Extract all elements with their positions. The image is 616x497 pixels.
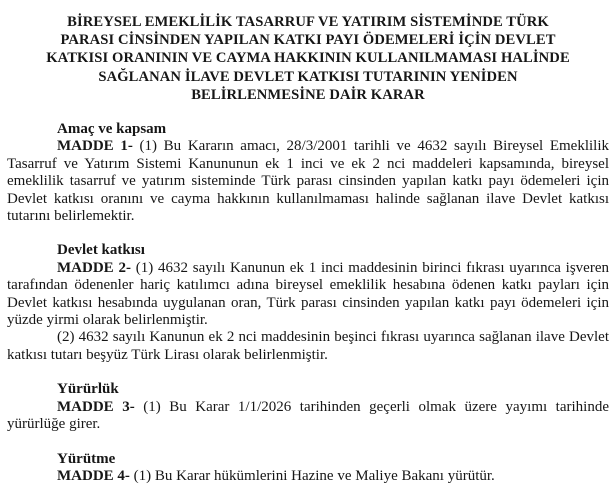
madde-label: MADDE 4- <box>57 467 130 484</box>
title-line: SAĞLANAN İLAVE DEVLET KATKISI TUTARININ YENİDEN <box>98 68 518 85</box>
section-yururluk <box>7 381 609 433</box>
title-line: BİREYSEL EMEKLİLİK TASARRUF VE YATIRIM SİSTEMİNDE TÜRK <box>67 14 549 30</box>
section-heading: Yürütme <box>57 450 116 467</box>
paragraph <box>7 399 609 434</box>
paragraph-text: (2) 4632 sayılı Kanunun ek 2 nci maddesinin beşinci fıkrası uyarınca sağlanan ilave Devlet katkısı tutarı beşyüz Türk Lirası olarak belirlenmiştir. <box>7 329 609 363</box>
title-line: BELİRLENMESİNE DAİR KARAR <box>191 86 425 103</box>
document-title <box>35 13 581 104</box>
section-yurutme <box>7 451 609 486</box>
paragraph-text: (1) Bu Karar hükümlerini Hazine ve Maliye Bakanı yürütür. <box>129 467 495 484</box>
madde-label: MADDE 2- <box>57 259 131 276</box>
paragraph <box>7 329 609 364</box>
paragraph <box>7 468 609 485</box>
section-devlet-katkisi <box>7 242 609 364</box>
section-heading: Yürürlük <box>57 381 119 398</box>
section-heading: Amaç ve kapsam <box>57 121 167 138</box>
madde-label: MADDE 3- <box>57 398 135 415</box>
paragraph <box>7 260 609 330</box>
paragraph-text: (1) 4632 sayılı Kanunun ek 1 inci maddesinin birinci fıkrası uyarınca işveren tarafından ödenenler hariç katılımcı adına bireysel emeklilik hesabına ödenen katkı payları için Devlet katkısı hesabında uygulanan oran, Türk parası cinsinden yapılan katkı payı ödemeleri için yüzde yirmi olarak belirlenmiştir. <box>7 259 609 329</box>
madde-label: MADDE 1- <box>57 138 133 155</box>
section-heading: Devlet katkısı <box>57 242 145 259</box>
section-amac-ve-kapsam <box>7 121 609 225</box>
paragraph <box>7 138 609 225</box>
paragraph-text: (1) Bu Karar 1/1/2026 tarihinden geçerli olmak üzere yayımı tarihinde yürürlüğe girer. <box>7 398 609 433</box>
paragraph-text: (1) Bu Kararın amacı, 28/3/2001 tarihli ve 4632 sayılı Bireysel Emeklilik Tasarruf ve Yatırım Sistemi Kanununun ek 1 inci ve ek 2 nci maddeleri kapsamında, bireysel emeklilik tasarruf ve yatırım sisteminde Türk parası cinsinden yapılan katkı payı ödemeleri için Devlet katkısı oranını ve cayma hakkının kullanılmaması halinde sağlanan ilave Devlet katkısı tutarını belirlemektir. <box>7 138 609 225</box>
title-line: KATKISI ORANININ VE CAYMA HAKKININ KULLANILMAMASI HALİNDE <box>46 50 570 67</box>
title-line: PARASI CİNSİNDEN YAPILAN KATKI PAYI ÖDEMELERİ İÇİN DEVLET <box>60 32 556 49</box>
